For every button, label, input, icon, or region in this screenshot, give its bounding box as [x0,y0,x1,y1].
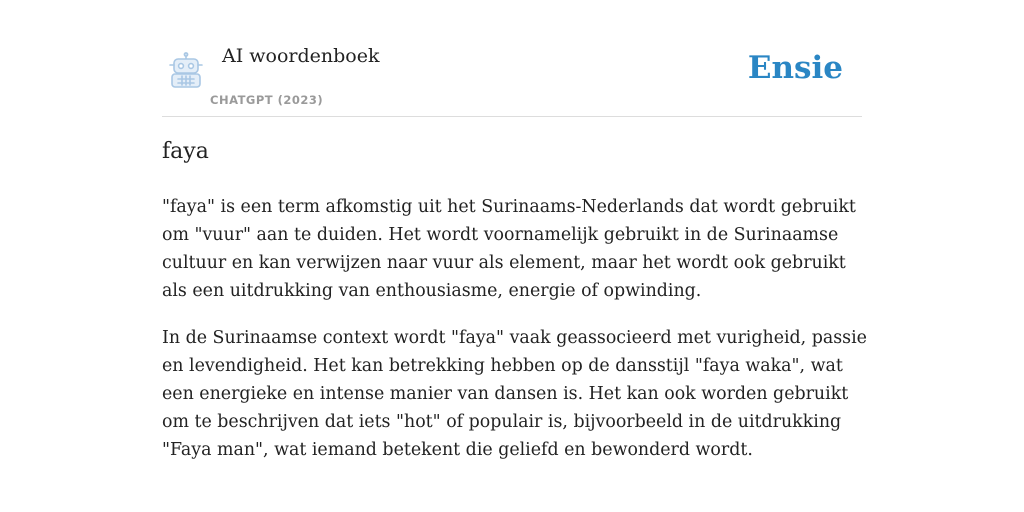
entry-container [162,0,867,460]
source-title: AI woordenboek [222,45,380,67]
definition-paragraph: "faya" is een term afkomstig uit het Surinaams-Nederlands dat wordt gebruikt om "vuur" aan te duiden. Het wordt voornamelijk gebruikt in de Surinaamse cultuur en kan verwijzen naar vuur als element, maar het wordt ook gebruikt als een uitdrukking van enthousiasme, energie of opwinding. [162,197,856,301]
brand-logo[interactable]: Ensie [747,50,843,86]
entry-header [162,0,862,117]
robot-icon [166,52,206,90]
entry-term: faya [162,139,209,164]
source-subtitle: CHATGPT (2023) [210,93,324,107]
entry-definition [162,193,870,483]
definition-paragraph: In de Surinaamse context wordt "faya" vaak geassocieerd met vurigheid, passie en levendigheid. Het kan betrekking hebben op de dansstijl "faya waka", wat een energieke en intense manier van dansen is. Het kan ook worden gebruikt om te beschrijven dat iets "hot" of populair is, bijvoorbeeld in de uitdrukking "Faya man", wat iemand betekent die geliefd en bewonderd wordt. [162,328,867,460]
